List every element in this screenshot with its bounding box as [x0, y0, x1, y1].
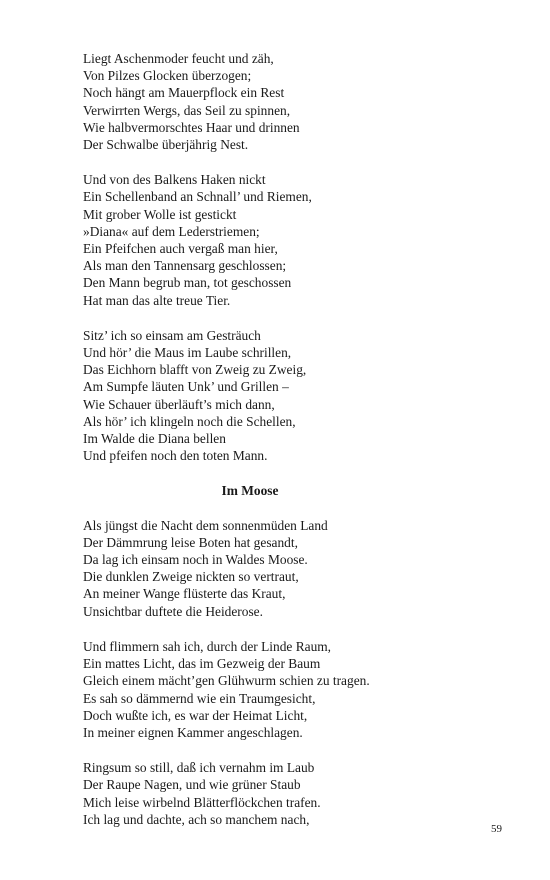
verse-line: Ein mattes Licht, das im Gezweig der Baum: [83, 656, 321, 672]
poem-title: Im Moose: [221, 483, 279, 499]
verse-line: Der Raupe Nagen, und wie grüner Staub: [83, 777, 301, 793]
stanza: [83, 327, 483, 465]
verse-line: Der Schwalbe überjährig Nest.: [83, 137, 249, 153]
stanza: [83, 50, 483, 153]
verse-line: »Diana« auf dem Lederstriemen;: [83, 223, 260, 239]
poem-continued: [83, 50, 483, 464]
verse-line: Als hör’ ich klingeln noch die Schellen,: [83, 413, 296, 429]
verse-line: Als man den Tannensarg geschlossen;: [83, 258, 287, 274]
verse-line: Den Mann begrub man, tot geschossen: [83, 275, 292, 291]
verse-line: Ich lag und dachte, ach so manchem nach,: [83, 811, 310, 827]
verse-line: Unsichtbar duftete die Heiderose.: [83, 603, 263, 619]
verse-line: Und flimmern sah ich, durch der Linde Raum,: [83, 638, 332, 654]
verse-line: In meiner eignen Kammer angeschlagen.: [83, 724, 303, 740]
verse-line: Ein Schellenband an Schnall’ und Riemen,: [83, 189, 312, 205]
verse-line: Hat man das alte treue Tier.: [83, 292, 231, 308]
stanza: [83, 171, 483, 309]
verse-line: Und von des Balkens Haken nickt: [83, 172, 266, 188]
verse-line: Ringsum so still, daß ich vernahm im Laub: [83, 760, 315, 776]
verse-line: Am Sumpfe läuten Unk’ und Grillen –: [83, 379, 289, 395]
page-content: [83, 50, 483, 846]
verse-line: Die dunklen Zweige nickten so vertraut,: [83, 569, 299, 585]
verse-line: Doch wußte ich, es war der Heimat Licht,: [83, 707, 308, 723]
verse-line: An meiner Wange flüsterte das Kraut,: [83, 586, 286, 602]
verse-line: Der Dämmrung leise Boten hat gesandt,: [83, 534, 298, 550]
verse-line: Und pfeifen noch den toten Mann.: [83, 448, 268, 464]
stanza: [83, 638, 483, 741]
verse-line: Mit grober Wolle ist gestickt: [83, 206, 237, 222]
verse-line: Wie halbvermorschtes Haar und drinnen: [83, 119, 300, 135]
page-number: 59: [491, 823, 502, 835]
verse-line: Im Walde die Diana bellen: [83, 431, 226, 447]
verse-line: Das Eichhorn blafft von Zweig zu Zweig,: [83, 362, 307, 378]
verse-line: Sitz’ ich so einsam am Gesträuch: [83, 327, 261, 343]
verse-line: Liegt Aschenmoder feucht und zäh,: [83, 51, 274, 66]
verse-line: Von Pilzes Glocken überzogen;: [83, 68, 252, 84]
verse-line: Da lag ich einsam noch in Waldes Moose.: [83, 552, 308, 568]
verse-line: Und hör’ die Maus im Laube schrillen,: [83, 345, 292, 361]
verse-line: Gleich einem mächt’gen Glühwurm schien zu tragen.: [83, 673, 370, 689]
verse-line: Noch hängt am Mauerpflock ein Rest: [83, 85, 285, 101]
verse-line: Verwirrten Wergs, das Seil zu spinnen,: [83, 102, 291, 118]
verse-line: Wie Schauer überläuft’s mich dann,: [83, 396, 275, 412]
poem-im-moose: [83, 517, 483, 828]
stanza: [83, 517, 483, 620]
verse-line: Ein Pfeifchen auch vergaß man hier,: [83, 241, 278, 257]
stanza: [83, 759, 483, 828]
verse-line: Als jüngst die Nacht dem sonnenmüden Land: [83, 517, 328, 533]
verse-line: Mich leise wirbelnd Blätterflöckchen trafen.: [83, 794, 321, 810]
verse-line: Es sah so dämmernd wie ein Traumgesicht,: [83, 690, 316, 706]
